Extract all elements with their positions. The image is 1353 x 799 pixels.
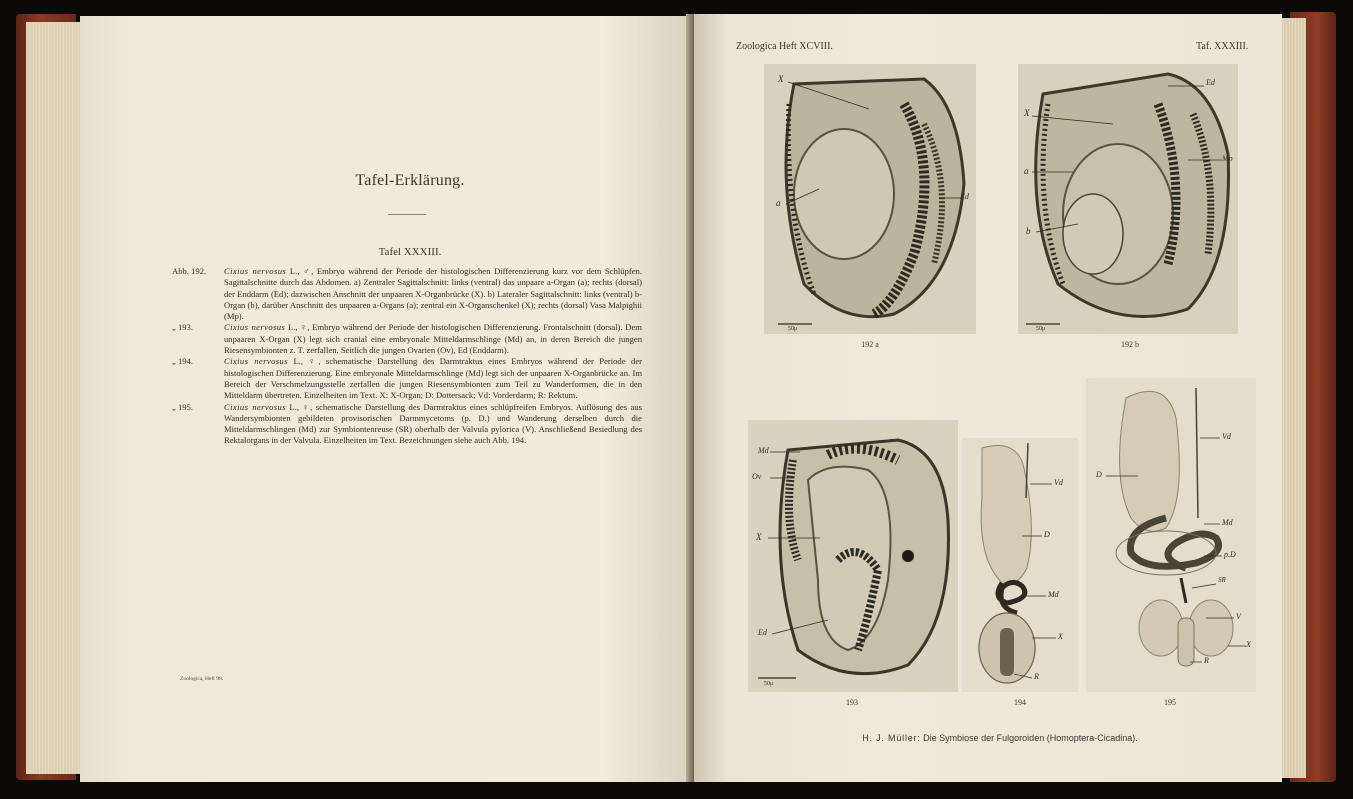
caption-title: Die Symbiose der Fulgoroiden (Homoptera-Cicadina). (920, 733, 1138, 743)
scale-bar-label: 50μ (764, 681, 774, 687)
plate-caption (800, 733, 1200, 743)
annotation-x: X (778, 74, 784, 84)
annotation-vd: Vd (1222, 432, 1231, 441)
page-edges-left (26, 22, 88, 774)
annotation-ed: Ed (758, 628, 767, 637)
entry-text (224, 322, 642, 356)
annotation-a: a (776, 198, 781, 208)
entry-text (224, 356, 642, 401)
species-name: Cixius nervosus (224, 322, 286, 333)
entry-body: L., ♂, Embryo während der Periode der histologischen Differenzierung kurz vor dem Schlüpfen. Sagittalschnitte durch das Abdomen. a) Zentraler Sagittalschnitt: links (ventral) das unpaare a-Organ (a); rechts (dorsal) der Enddarm (Ed); dazwischen Anschnitt der unpaaren X-Organbrücke (X). b) Lateraler Sagittalschnitt: links (ventral) b-Organ (b), darüber Anschnitt des unpaaren a-Organs (a); zentral ein X-Organschenkel (X); rechts (dorsal) Vasa Malpighii (Mp). (224, 266, 643, 322)
annotation-md: Md (1222, 518, 1233, 527)
entry-number: „ 193. (172, 322, 194, 333)
plate-explanation (172, 266, 642, 447)
page-heading: Tafel-Erklärung. (355, 172, 465, 189)
scale-bar-label: 50μ (788, 326, 798, 332)
annotation-sr: SR (1218, 576, 1226, 584)
annotation-d: D (1096, 470, 1102, 479)
entry-192 (172, 266, 642, 322)
annotation-md: Md (1048, 590, 1059, 599)
annotation-v: V (1236, 612, 1241, 621)
figure-194 (962, 438, 1078, 692)
diagram-194 (962, 438, 1078, 692)
figure-192a (764, 64, 976, 334)
annotation-pd: p.D (1224, 550, 1236, 559)
entry-text (224, 266, 642, 322)
micrograph-193 (748, 420, 958, 692)
figure-label-192b: 192 b (1121, 340, 1139, 349)
annotation-a: a (1024, 166, 1029, 176)
entry-body: L., ♀, schematische Darstellung des Darmtraktus eines Embryos während der Periode der histologischen Differenzierung. Eine embryonale Mitteldarmschlinge (Md) legt sich der unpaaren X-Organbrücke an. Im Bereich der Verschmelzungsstelle zerfallen die jungen Riesensymbionten zum Teil zu Wanderformen, die in den Mitteldarm übertreten. Einzelheiten im Text. X: X-Organ; D: Dottersack; Vd: Vorderdarm; R: Rektum. (224, 356, 642, 401)
figure-192b (1018, 64, 1238, 334)
running-head-plate: Taf. XXXIII. (1196, 41, 1249, 52)
running-head-journal: Zoologica Heft XCVIII. (736, 41, 833, 52)
annotation-d: D (1044, 530, 1050, 539)
annotation-vd: Vd (1054, 478, 1063, 487)
entry-195 (172, 402, 642, 447)
entry-body: L., ♀, Embryo während der Periode der histologischen Differenzierung. Frontalschnitt (dorsal). Dem unpaaren X-Organ (X) legt sich cranial eine embryonale Mitteldarmschlinge (Md) an, in deren Bereich die jungen Riesensymbionten z. T. zerfallen. Seitlich die jungen Ovarien (Ov), Ed (Enddarm). (224, 322, 642, 356)
entry-number: Abb. 192. (172, 266, 207, 276)
species-name: Cixius nervosus (224, 266, 287, 276)
micrograph-192b (1018, 64, 1238, 334)
entry-body: L., ♀, schematische Darstellung des Darmtraktus eines schlüpfreifen Embryos. Auflösung des aus Wandersymbionten gebildeten provisorischen Darmmycetoms (p. D.) und Wanderung derselben durch die Mitteldarmschlingen (Md) zur Symbiontenreuse (SR) oberhalb der Valvula pylorica (V). Anschließend Besiedlung des Rektalorgans in der Valvula. Einzelheiten im Text. Bezeichnungen siehe auch Abb. 194. (224, 401, 642, 446)
annotation-md: Md (758, 446, 769, 455)
entry-number: „ 194. (172, 356, 194, 367)
species-name: Cixius nervosus (224, 401, 286, 412)
figure-label-194: 194 (1014, 698, 1026, 707)
figure-label-193: 193 (846, 698, 858, 707)
micrograph-192a (764, 64, 976, 334)
annotation-r: R (1204, 656, 1209, 665)
annotation-b: b (1026, 226, 1031, 236)
figure-label-192a: 192 a (861, 340, 879, 349)
species-name: Cixius nervosus (224, 356, 288, 367)
plate-subheading: Tafel XXXIII. (378, 246, 442, 258)
annotation-mp: Mp (1222, 154, 1233, 163)
entry-194 (172, 356, 642, 401)
scale-bar-label: 50μ (1036, 326, 1046, 332)
figure-193 (748, 420, 958, 692)
diagram-195 (1086, 378, 1256, 692)
annotation-x: X (756, 532, 762, 542)
figure-label-195: 195 (1164, 698, 1176, 707)
entry-number: „ 195. (172, 401, 194, 412)
heading-rule (388, 214, 426, 215)
caption-author: H. J. Müller: (862, 733, 921, 743)
annotation-ed: Ed (960, 192, 969, 201)
annotation-x: X (1024, 108, 1030, 118)
annotation-ed: Ed (1206, 78, 1215, 87)
annotation-ov: Ov (752, 472, 762, 481)
annotation-x: X (1246, 640, 1251, 649)
page-footer: Zoologica, Heft 98. (180, 676, 224, 682)
figure-195 (1086, 378, 1256, 692)
entry-193 (172, 322, 642, 356)
annotation-r: R (1034, 672, 1039, 681)
entry-text (224, 402, 642, 447)
annotation-x: X (1058, 632, 1063, 641)
